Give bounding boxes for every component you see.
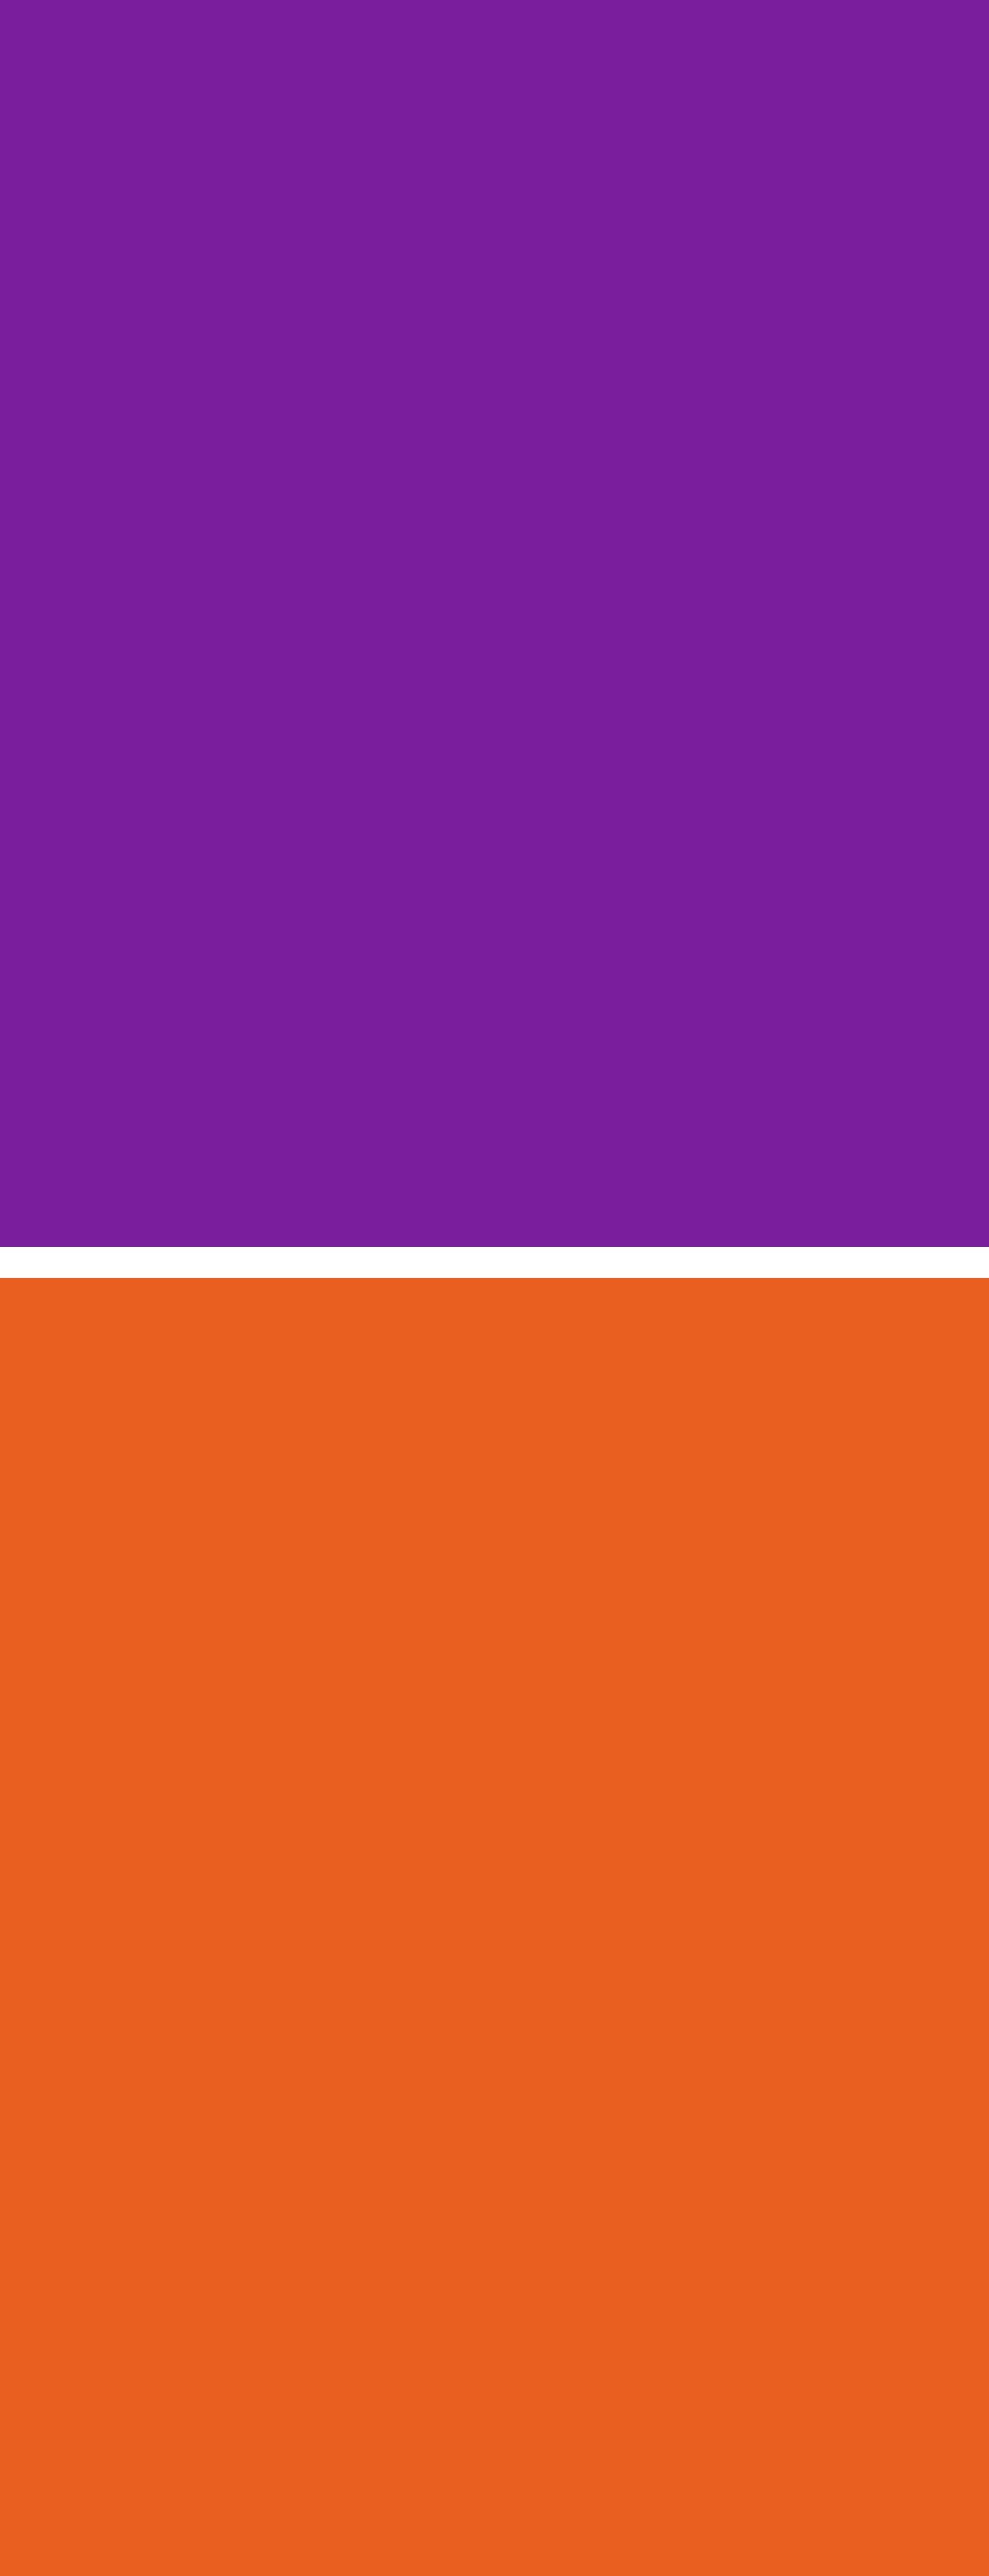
session-1 — [0, 0, 989, 1247]
session-2 — [0, 1278, 989, 2576]
